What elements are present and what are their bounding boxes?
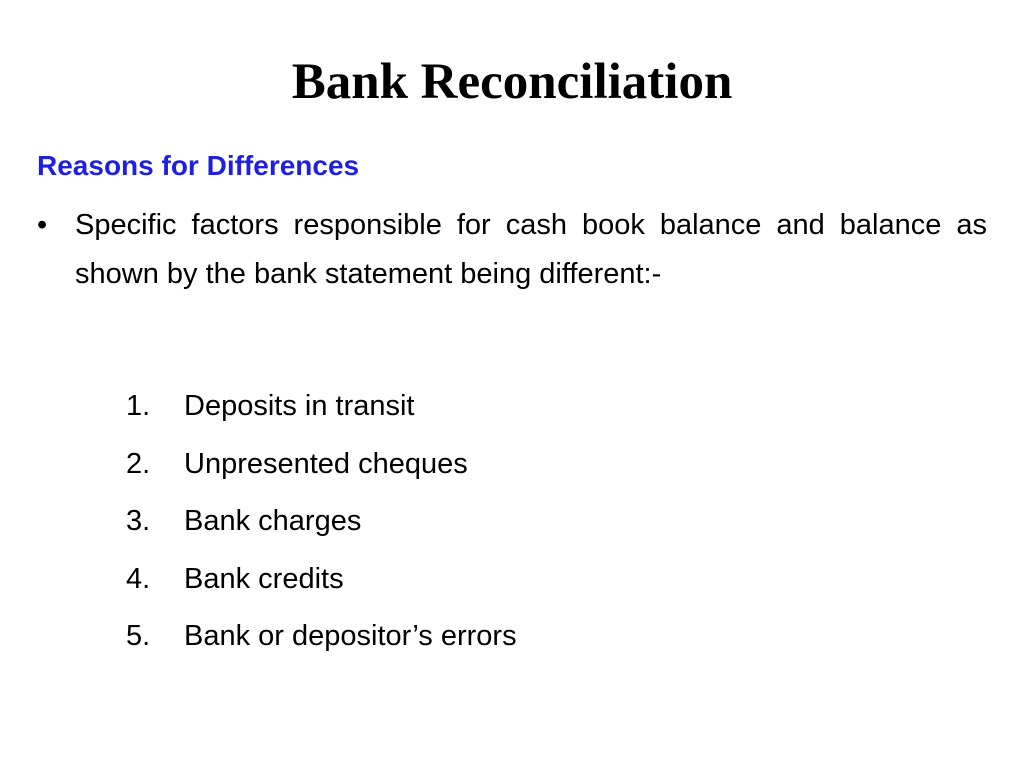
- list-item: [126, 378, 517, 436]
- slide-title: Bank Reconciliation: [291, 54, 733, 110]
- list-item-text: Bank charges: [184, 505, 362, 537]
- list-item: [126, 551, 517, 609]
- list-item-text: Unpresented cheques: [184, 447, 468, 480]
- bullet-text: Specific factors responsible for cash book balance and balance as shown by the bank statement being different:-: [75, 209, 987, 290]
- list-item-number: 1.: [126, 390, 151, 422]
- list-item-text: Deposits in transit: [184, 390, 415, 422]
- list-item: [126, 608, 517, 666]
- list-item-text: Bank or depositor’s errors: [184, 620, 517, 652]
- list-item: [126, 493, 517, 551]
- list-item-number: 4.: [126, 562, 151, 595]
- list-item-number: 2.: [126, 447, 151, 480]
- list-item-number: 5.: [126, 620, 151, 652]
- list-item: [126, 436, 517, 494]
- list-item-text: Bank credits: [184, 562, 344, 595]
- reasons-list: [126, 378, 517, 666]
- bullet-item: [37, 201, 987, 299]
- bullet-dot-icon: •: [37, 209, 48, 241]
- list-item-number: 3.: [126, 505, 151, 537]
- section-subheading: Reasons for Differences: [37, 150, 360, 181]
